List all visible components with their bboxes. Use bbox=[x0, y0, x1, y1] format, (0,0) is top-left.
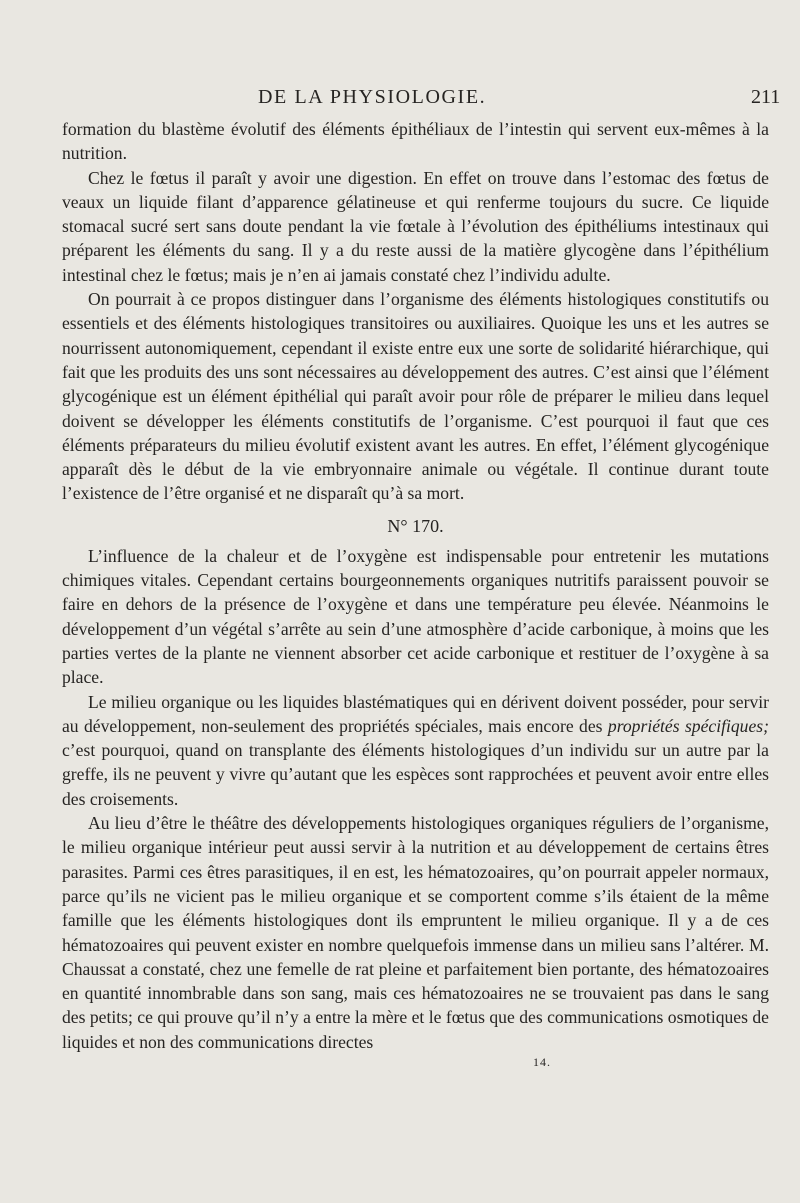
section-heading: N° 170. bbox=[387, 515, 444, 536]
paragraph-milieu-organique bbox=[62, 690, 769, 811]
paragraph-continuation: formation du blastème évolutif des éléments épithéliaux de l’intestin qui servent eux-mêmes à la nutrition. bbox=[62, 119, 769, 164]
paragraph-parasites: Au lieu d’être le théâtre des développements histologiques organiques réguliers de l’organisme, le milieu organique intérieur peut aussi servir à la nutrition et au développement de certains êtres parasites. Parmi ces êtres parasitiques, il en est, les hématozoaires, qu’on pourrait appeler normaux, parce qu’ils ne vicient pas le milieu organique et se comportent comme s’ils étaient de la même famille que les éléments histologiques dont ils empruntent le milieu organique. Il y a de ces hématozoaires qui peuvent exister en nombre quelquefois immense dans un milieu sans l’altérer. M. Chaussat a constaté, chez une femelle de rat pleine et parfaitement bien portante, des hématozoaires en quantité innombrable dans son sang, mais ces hématozoaires ne se trouvaient pas dans le sang des petits; ce qui prouve qu’il n’y a entre la mère et le fœtus que des communications osmotiques de liquides et non des communications directes bbox=[62, 813, 769, 1052]
milieu-italic-phrase: propriétés spécifiques; bbox=[607, 715, 769, 736]
paragraph-chaleur-oxygene: L’influence de la chaleur et de l’oxygène est indispensable pour entretenir les mutations chimiques vitales. Cependant certains bourgeonnements organiques nutritifs paraissent pouvoir se faire en dehors de la présence de l’oxygène et dans une température peu élevée. Néanmoins le développement d’un végétal s’arrête au sein d’une atmosphère d’acide carbonique, à moins que les parties vertes de la plante ne viennent absorber cet acide carbonique et restituer de l’oxygène à sa place. bbox=[62, 545, 769, 688]
running-head bbox=[40, 86, 800, 116]
signature-mark: 14. bbox=[533, 1054, 551, 1069]
paragraph-elements-histologiques: On pourrait à ce propos distinguer dans l’organisme des éléments histologiques constitutifs ou essentiels et des éléments histologiques transitoires ou auxiliaires. Quoique les uns et les autres se nourrissent autonomiquement, cependant il existe entre eux une sorte de solidarité hiérarchique, qui fait que les produits des uns sont nécessaires au développement des autres. C’est ainsi que l’élément glycogénique est un élément épithélial qui paraît avoir pour rôle de préparer le milieu dans lequel doivent se développer les éléments constitutifs de l’organisme. C’est pourquoi il faut que ces éléments préparateurs du milieu évolutif existent avant les autres. En effet, l’élément glycogénique apparaît dès le début de la vie embryonnaire animale ou végétale. Il continue durant toute l’existence de l’être organisé et ne disparaît qu’à sa mort. bbox=[62, 289, 769, 504]
running-title: DE LA PHYSIOLOGIE. bbox=[258, 86, 487, 108]
body-text bbox=[62, 117, 769, 1070]
milieu-text-end: c’est pourquoi, quand on transplante des éléments histologiques d’un individu sur un autre par la greffe, ils ne peuvent y vivre qu’autant que les espèces sont rapprochées et peuvent avoir entre elles des croisements. bbox=[62, 740, 769, 809]
milieu-text-start: Le milieu organique ou les liquides blastématiques qui en dérivent doivent posséder, pour servir au développement, non-seulement des propriétés spéciales, mais encore des bbox=[62, 691, 769, 736]
paragraph-foetus-digestion: Chez le fœtus il paraît y avoir une digestion. En effet on trouve dans l’estomac des fœtus de veaux un liquide filant d’apparence gélatineuse et qui renferme toujours du sucre. Ce liquide stomacal sucré sert sans doute pendant la vie fœtale à l’évolution des épithéliums intestinaux qui préparent les éléments du sang. Il y a du reste aussi de la matière glycogène dans l’épithélium intestinal chez le fœtus; mais je n’en ai jamais constaté chez l’individu adulte. bbox=[62, 167, 769, 285]
page-number: 211 bbox=[751, 86, 781, 108]
